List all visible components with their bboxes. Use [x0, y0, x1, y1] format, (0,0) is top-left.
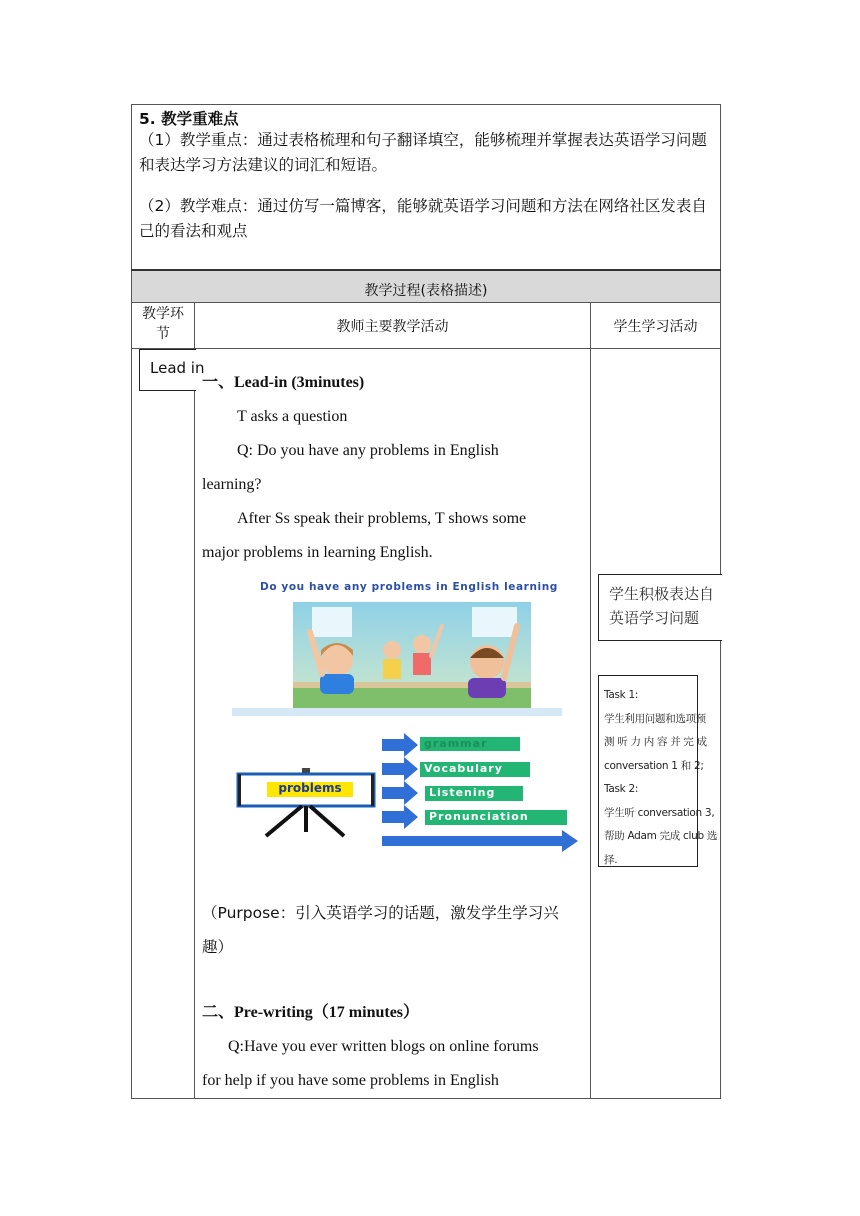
task2-line-2: 帮助 Adam 完成 club 选	[604, 830, 718, 842]
col-divider-1	[194, 302, 195, 1099]
key-point-text: （1）教学重点：通过表格梳理和句子翻译填空，能够梳理并掌握表达英语学习问题和表达学习方法建议的词汇和短语。	[139, 131, 707, 174]
col-stage-label	[132, 304, 194, 344]
task1-line-1: 学生利用问题和选项预	[604, 712, 706, 725]
table-border-left	[131, 104, 132, 1099]
lesson-block-2	[202, 896, 587, 1098]
problem-item-pronunciation: Pronunciation	[429, 810, 529, 823]
col-student-label: 学生学习活动	[613, 319, 698, 335]
difficult-point-text: （2）教学难点：通过仿写一篇博客，能够就英语学习问题和方法在网络社区发表自己的看法和观点	[139, 197, 707, 240]
lesson-line-1: T asks a question	[237, 408, 348, 425]
purpose-line-1: （Purpose：引入英语学习的话题，激发学生学习兴	[202, 904, 559, 922]
col-stage-line2: 节	[156, 326, 170, 342]
task2-title: Task 2:	[604, 783, 639, 795]
section-title: 5. 教学重难点	[139, 110, 239, 128]
task2-line-1: 学生听 conversation 3,	[604, 806, 715, 819]
student-box-line-2: 英语学习问题	[609, 609, 700, 627]
lesson-block-1	[202, 366, 587, 570]
prewriting-q-line-1: Q:Have you ever written blogs on online forums	[228, 1038, 539, 1055]
table-border-top	[131, 104, 721, 105]
slide-problems	[232, 732, 582, 852]
row-line-1	[131, 269, 721, 271]
lesson-line-5: major problems in learning English.	[202, 544, 433, 561]
task1-line-2: 测 听 力 内 容 并 完 成	[604, 736, 707, 748]
task1-title: Task 1:	[604, 689, 639, 701]
problem-item-grammar: grammar	[424, 737, 488, 750]
problem-item-vocabulary: Vocabulary	[424, 762, 503, 775]
lesson-line-3: learning?	[202, 476, 262, 493]
student-box-line-1: 学生积极表达自	[609, 585, 715, 603]
task2-line-3: 择.	[604, 853, 618, 866]
col-divider-2	[590, 302, 591, 1099]
board-label: problems	[278, 781, 342, 795]
purpose-line-2: 趣）	[202, 938, 234, 956]
stage-box-lead-in: Lead in	[139, 349, 196, 391]
slide-caption: Do you have any problems in English learning	[260, 581, 558, 593]
process-header-label: 教学过程(表格描述)	[364, 283, 488, 299]
lesson-line-2: Q: Do you have any problems in English	[237, 442, 499, 459]
student-box-express	[598, 574, 722, 641]
classroom-photo	[232, 574, 562, 716]
row-line-3	[131, 348, 721, 349]
col-teacher-label: 教师主要教学活动	[336, 319, 449, 335]
leadin-title: 一、Lead-in (3minutes)	[202, 374, 365, 391]
task-box	[598, 675, 718, 867]
row-line-2	[131, 302, 721, 303]
prewriting-title: 二、Pre-writing（17 minutes）	[202, 1004, 420, 1021]
problem-item-listening: Listening	[429, 786, 496, 799]
slide-classroom	[232, 574, 562, 716]
prewriting-q-line-2: for help if you have some problems in English	[202, 1072, 499, 1089]
lesson-line-4: After Ss speak their problems, T shows some	[237, 510, 527, 527]
table-border-bottom	[131, 1098, 721, 1099]
col-stage-line1: 教学环	[142, 306, 184, 322]
task1-line-3: conversation 1 和 2;	[604, 759, 704, 772]
